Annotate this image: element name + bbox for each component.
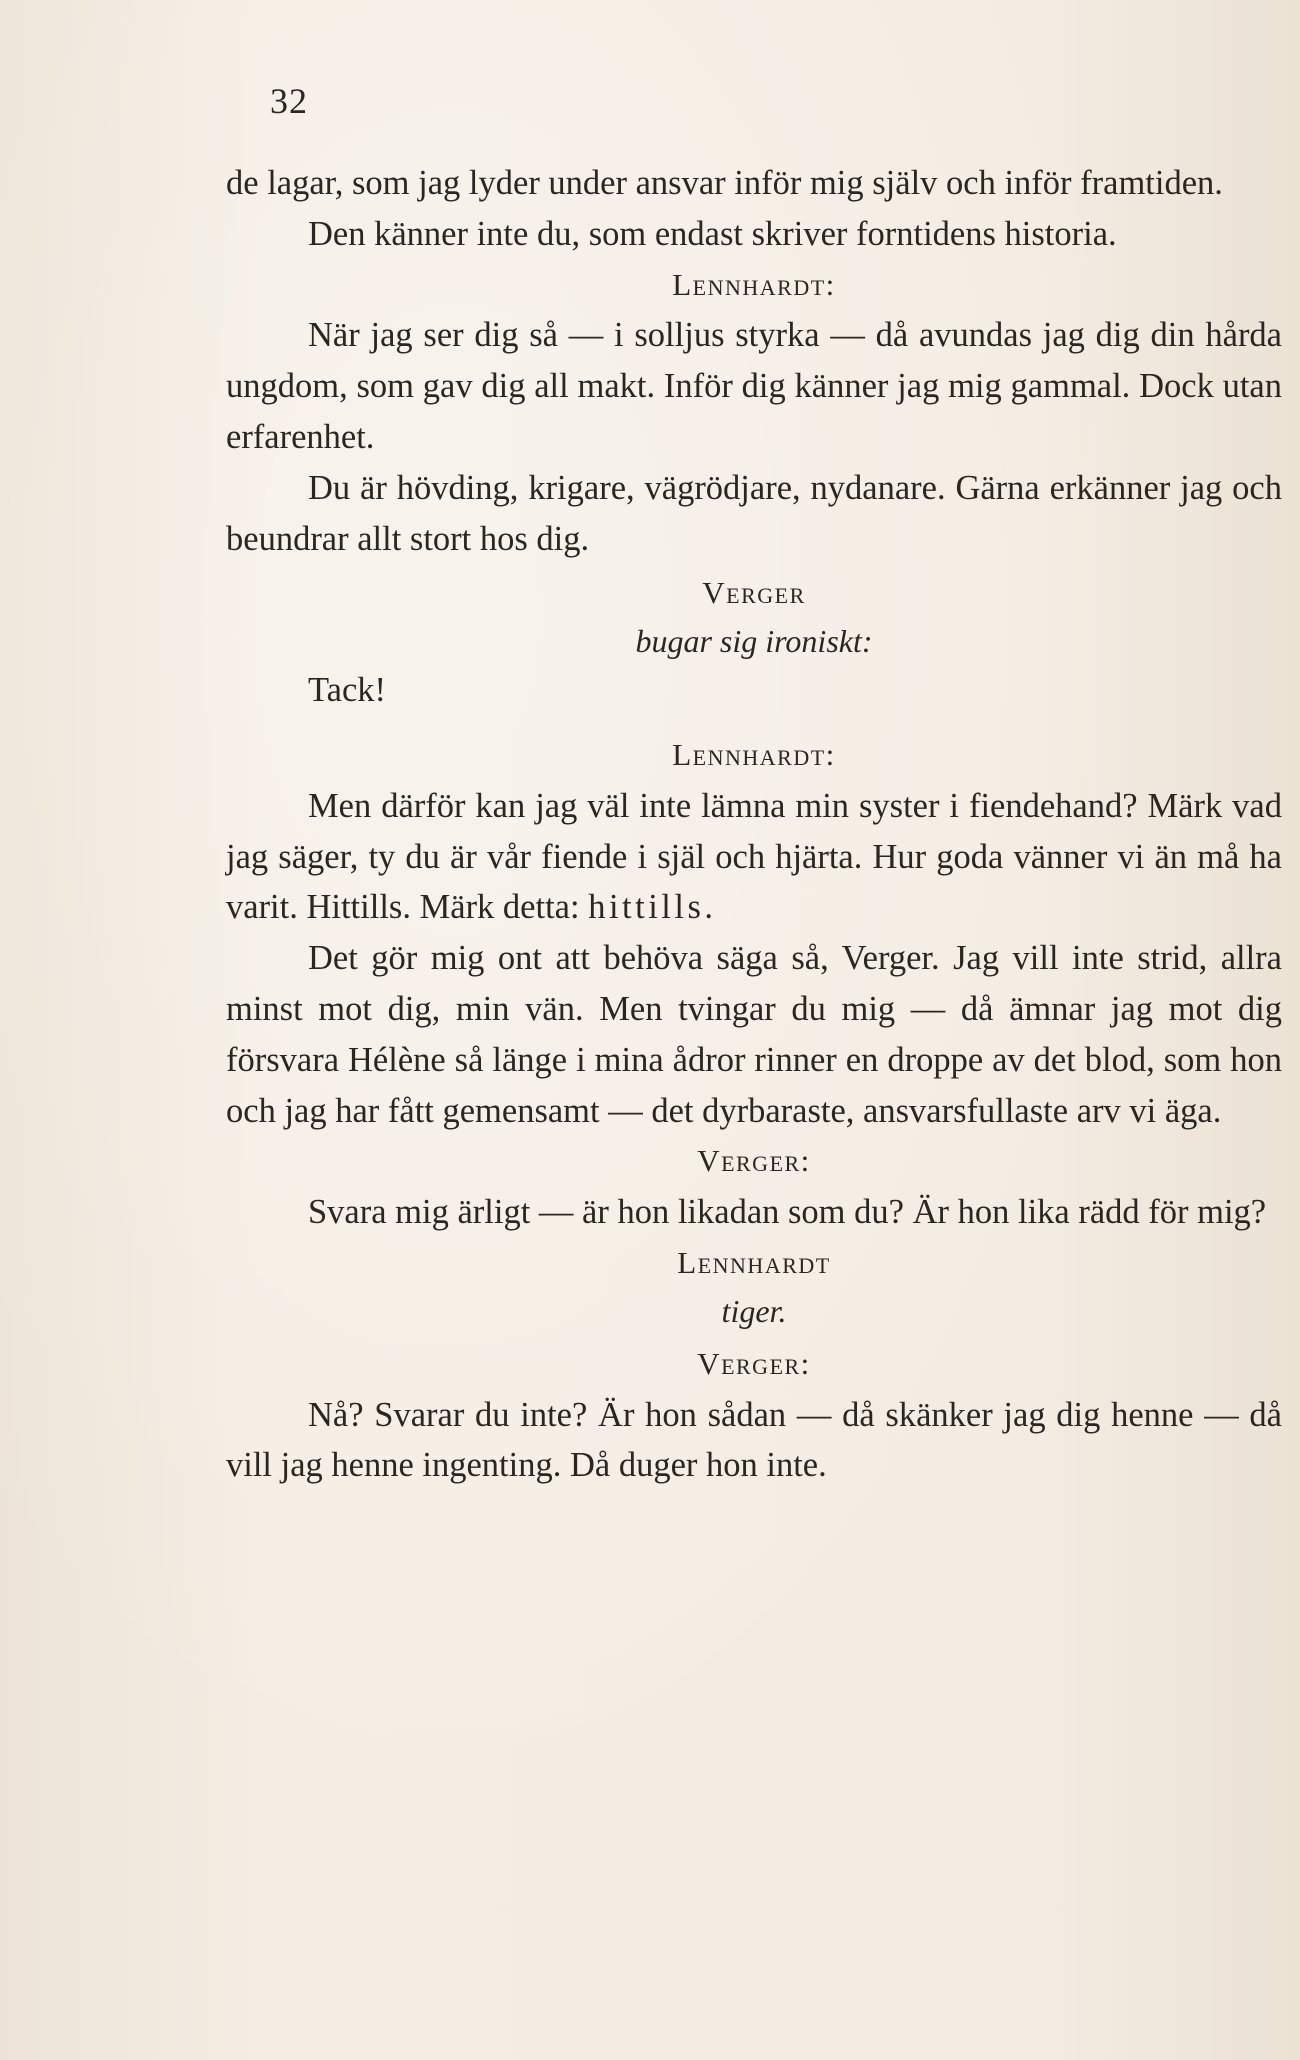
speaker-heading: Lennhardt <box>677 1244 831 1280</box>
spaced-emphasis: hittills <box>588 888 705 927</box>
paragraph: Du är hövding, krigare, vägrödjare, nydanare. Gärna erkänner jag och beundrar allt stort hos dig. <box>226 468 1282 558</box>
paragraph: de lagar, som jag lyder under ansvar inför mig själv och inför framtiden. <box>226 164 1223 202</box>
speaker-heading: Lennhardt: <box>672 266 836 302</box>
paragraph: Den känner inte du, som endast skriver forntidens historia. <box>308 214 1117 253</box>
speaker-heading: Verger <box>702 575 806 611</box>
stage-direction: bugar sig ironiskt: <box>635 623 873 660</box>
paragraph-with-emphasis <box>226 781 1282 933</box>
speaker-heading: Verger: <box>697 1345 811 1381</box>
speaker-heading: Lennhardt: <box>672 736 836 772</box>
page-number: 32 <box>270 81 308 121</box>
speaker-heading: Verger: <box>697 1143 811 1179</box>
paragraph: När jag ser dig så — i solljus styrka — då avundas jag dig din hårda ungdom, som gav dig all makt. Inför dig känner jag mig gammal. Dock utan erfarenhet. <box>226 316 1282 456</box>
paragraph: Det gör mig ont att behöva säga så, Verger. Jag vill inte strid, allra minst mot dig, min vän. Men tvingar du mig — då ämnar jag mot dig försvara Hélène så länge i mina ådror rinner en droppe av det blod, som hon och jag har fått gemensamt — det dyrbaraste, ansvarsfullaste arv vi äga. <box>226 939 1282 1130</box>
paragraph: Nå? Svarar du inte? Är hon sådan — då skänker jag dig henne — då vill jag henne ingenting. Då duger hon inte. <box>226 1395 1282 1485</box>
short-line: Tack! <box>308 671 387 710</box>
paragraph-text: Men därför kan jag väl inte lämna min syster i fiendehand? Märk vad jag säger, ty du är vår fiende i själ och hjärta. Hur goda vänner vi än må ha varit. Hittills. Märk detta: <box>226 786 1282 927</box>
text-block <box>226 158 1282 1491</box>
stage-direction: tiger. <box>721 1292 787 1329</box>
paragraph: Svara mig ärligt — är hon likadan som du? Är hon lika rädd för mig? <box>308 1193 1267 1232</box>
paragraph-text-end: . <box>704 888 713 927</box>
